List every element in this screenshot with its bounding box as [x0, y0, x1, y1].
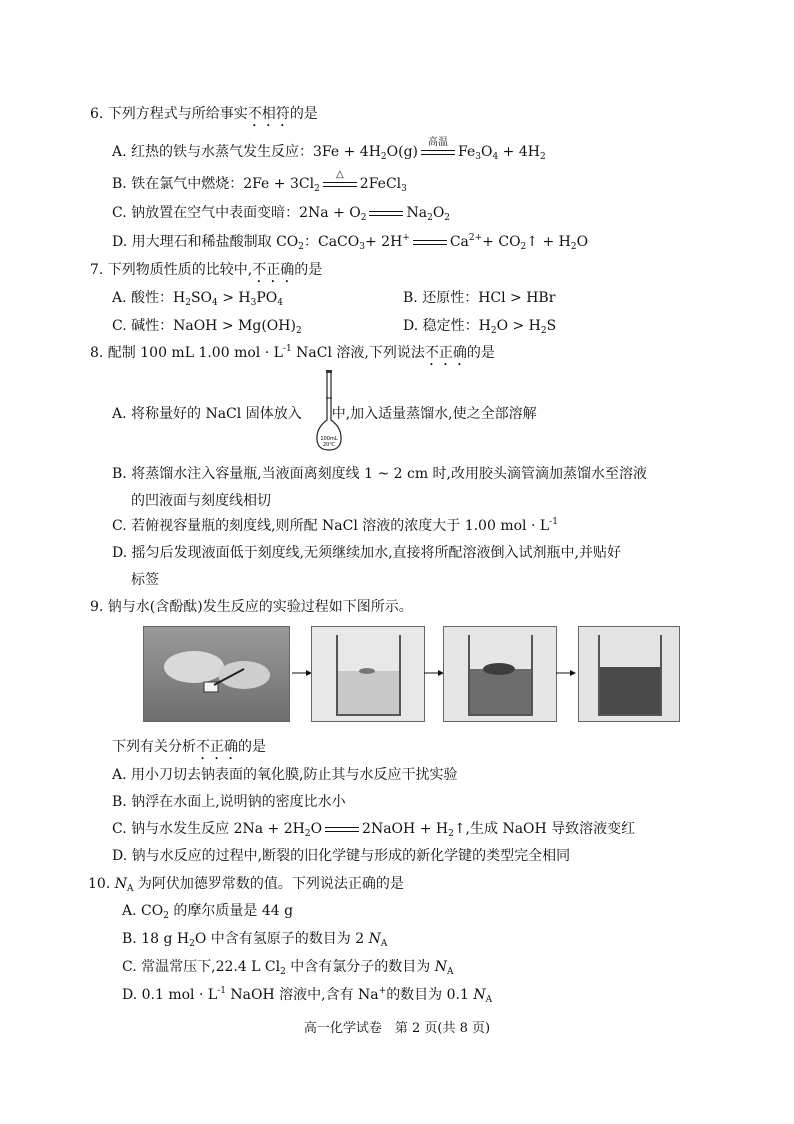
q7-stem: 7. 下列物质性质的比较中,不正确的是	[90, 262, 323, 278]
q6-option-b: B. 铁在氯气中燃烧：$2Fe + 3Cl_2$ △ 2FeCl$_3$	[112, 169, 407, 194]
q6-stem: 6. 下列方程式与所给事实不相符的是	[90, 106, 318, 122]
q10-option-d: D. 0.1 mol · $L^{-1}$ NaOH 溶液中,含有 Na+的数目为 0.1 $N_A$	[122, 986, 493, 1005]
q10-option-b: B. 18 g $H_2O$ 中含有氢原子的数目为 2 $N_A$	[122, 931, 388, 949]
q9-option-b: B. 钠浮在水面上,说明钠的密度比水小	[112, 794, 346, 810]
q9-substem: 下列有关分析不正确的是	[112, 739, 266, 755]
q9-stem: 9. 钠与水(含酚酞)发生反应的实验过程如下图所示。	[90, 599, 413, 615]
q7-option-c: C. 碱性：NaOH > $Mg(OH)_2$	[112, 318, 302, 336]
flask-label-temp: 20℃	[323, 442, 335, 448]
photo-beaker-2	[443, 626, 557, 722]
q10-stem: 10. $N_A$ 为阿伏加德罗常数的值。下列说法正确的是	[88, 876, 404, 894]
volumetric-flask-icon	[314, 368, 344, 454]
q7-option-d: D. 稳定性：$H_2O > H_2S$	[403, 318, 557, 336]
q8-option-c: C. 若俯视容量瓶的刻度线,则所配 NaCl 溶液的浓度大于 1.00 mol · $L^{-1}$	[112, 517, 558, 534]
q6-option-d: D. 用大理石和稀盐酸制取 $CO_2$：CaCO$_3$+ 2H+ $Ca^{2+}+$ $CO_2↑ + H_2O$	[112, 233, 589, 252]
photo-cutting-sodium	[143, 626, 290, 722]
q7-option-b: B. 还原性：HCl > HBr	[403, 290, 556, 306]
q8-option-b-line1: B. 将蒸馏水注入容量瓶,当液面离刻度线 1 ~ 2 cm 时,改用胶头滴管滴加蒸馏水至溶液	[112, 466, 647, 482]
q10-option-a: A. $CO_2$ 的摩尔质量是 44 g	[122, 903, 294, 921]
arrow-icon	[292, 668, 312, 678]
q8-option-a: A. 将称量好的 NaCl 固体放入 中,加入适量蒸馏水,使之全部溶解	[112, 406, 537, 422]
q8-option-d-line1: D. 摇匀后发现液面低于刻度线,无须继续加水,直接将所配溶液倒入试剂瓶中,并贴好	[112, 545, 621, 561]
arrow-icon	[556, 668, 576, 678]
flask-label-volume: 100mL	[320, 436, 338, 442]
q9-option-a: A. 用小刀切去钠表面的氧化膜,防止其与水反应干扰实验	[112, 767, 458, 783]
q6-option-a: A. 红热的铁与水蒸气发生反应：$3Fe + 4H_2O(g)$ 高温 $Fe_3O_4 + 4H_2$	[112, 137, 546, 162]
q8-option-b-line2: 的凹液面与刻度线相切	[131, 493, 271, 509]
page-footer: 高一化学试卷 第 2 页(共 8 页)	[303, 1021, 491, 1036]
q10-option-c: C. 常温常压下,22.4 L $Cl_2$ 中含有氯分子的数目为 $N_A$	[122, 959, 454, 977]
q6-option-c: C. 钠放置在空气中表面变暗：$2Na + O_2$ $Na_2O_2$	[112, 205, 451, 223]
q9-option-d: D. 钠与水反应的过程中,断裂的旧化学键与形成的新化学键的类型完全相同	[112, 848, 571, 864]
q8-stem: 8. 配制 100 mL 1.00 mol · $L^{-1}$ NaCl 溶液,下列说法不正确的是	[90, 344, 495, 361]
q8-option-d-line2: 标签	[131, 572, 159, 588]
photo-beaker-3	[578, 626, 680, 722]
photo-beaker-1	[311, 626, 425, 722]
q7-option-a: A. 酸性：$H_2SO_4 > H_3PO_4$	[112, 290, 283, 308]
arrow-icon	[424, 668, 444, 678]
q9-option-c: C. 钠与水发生反应 $2Na + 2H_2O$ 2NaOH + $H_2↑$,生成 NaOH 导致溶液变红	[112, 821, 636, 839]
